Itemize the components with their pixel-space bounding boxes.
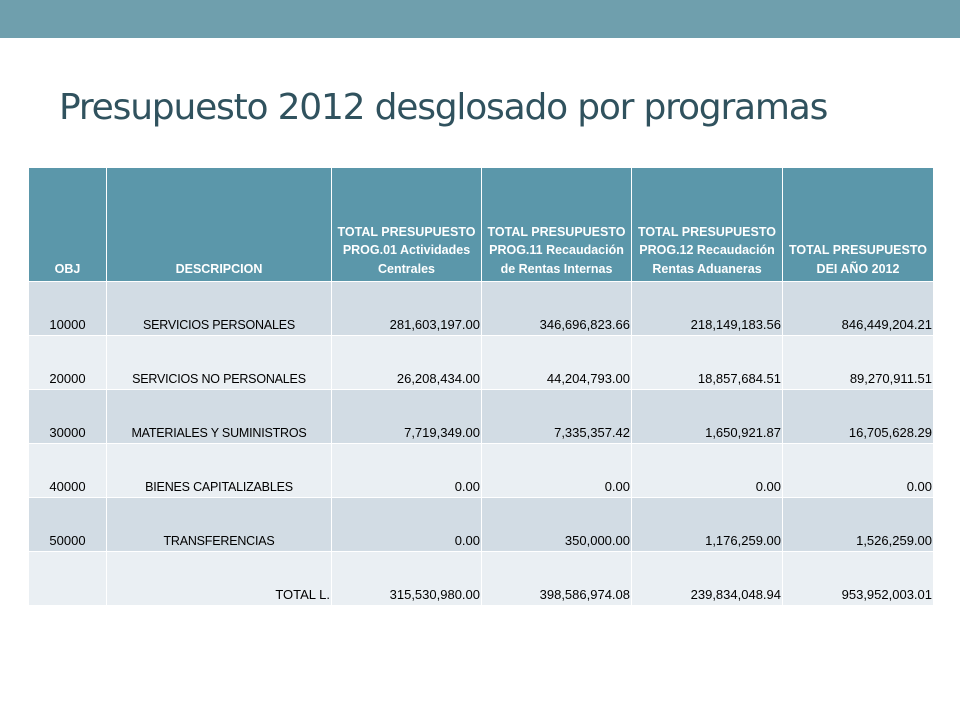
cell-prog11: 44,204,793.00 — [482, 336, 632, 390]
cell-obj: 10000 — [29, 282, 107, 336]
header-total: TOTAL PRESUPUESTO DEI AÑO 2012 — [783, 168, 934, 282]
cell-descripcion: TRANSFERENCIAS — [107, 498, 332, 552]
cell-prog12: 18,857,684.51 — [632, 336, 783, 390]
table-total-row — [29, 552, 934, 606]
cell-total: 0.00 — [783, 444, 934, 498]
total-prog12: 239,834,048.94 — [632, 552, 783, 606]
slide-title: Presupuesto 2012 desglosado por programas — [59, 87, 828, 128]
top-accent-bar — [0, 0, 960, 38]
cell-obj: 20000 — [29, 336, 107, 390]
cell-prog11: 7,335,357.42 — [482, 390, 632, 444]
header-descripcion: DESCRIPCION — [107, 168, 332, 282]
cell-total: 16,705,628.29 — [783, 390, 934, 444]
total-grand: 953,952,003.01 — [783, 552, 934, 606]
cell-descripcion: MATERIALES Y SUMINISTROS — [107, 390, 332, 444]
total-prog11: 398,586,974.08 — [482, 552, 632, 606]
total-label: TOTAL L. — [107, 552, 332, 606]
header-prog12: TOTAL PRESUPUESTO PROG.12 Recaudación Rentas Aduaneras — [632, 168, 783, 282]
total-prog01: 315,530,980.00 — [332, 552, 482, 606]
cell-prog01: 0.00 — [332, 498, 482, 552]
cell-prog12: 1,176,259.00 — [632, 498, 783, 552]
cell-prog01: 281,603,197.00 — [332, 282, 482, 336]
header-prog11: TOTAL PRESUPUESTO PROG.11 Recaudación de Rentas Internas — [482, 168, 632, 282]
table-row — [29, 336, 934, 390]
cell-prog01: 7,719,349.00 — [332, 390, 482, 444]
cell-prog11: 350,000.00 — [482, 498, 632, 552]
cell-total: 89,270,911.51 — [783, 336, 934, 390]
cell-prog01: 26,208,434.00 — [332, 336, 482, 390]
cell-obj: 30000 — [29, 390, 107, 444]
cell-prog11: 0.00 — [482, 444, 632, 498]
header-prog01: TOTAL PRESUPUESTO PROG.01 Actividades Centrales — [332, 168, 482, 282]
cell-total: 846,449,204.21 — [783, 282, 934, 336]
budget-table — [28, 167, 934, 606]
table-row — [29, 498, 934, 552]
cell-descripcion: BIENES CAPITALIZABLES — [107, 444, 332, 498]
cell-obj: 40000 — [29, 444, 107, 498]
cell-prog12: 218,149,183.56 — [632, 282, 783, 336]
cell-prog12: 1,650,921.87 — [632, 390, 783, 444]
cell-obj — [29, 552, 107, 606]
cell-descripcion: SERVICIOS NO PERSONALES — [107, 336, 332, 390]
table-row — [29, 282, 934, 336]
cell-total: 1,526,259.00 — [783, 498, 934, 552]
cell-prog11: 346,696,823.66 — [482, 282, 632, 336]
cell-prog12: 0.00 — [632, 444, 783, 498]
table-row — [29, 444, 934, 498]
cell-descripcion: SERVICIOS PERSONALES — [107, 282, 332, 336]
cell-obj: 50000 — [29, 498, 107, 552]
table-row — [29, 390, 934, 444]
cell-prog01: 0.00 — [332, 444, 482, 498]
header-obj: OBJ — [29, 168, 107, 282]
table-header-row — [29, 168, 934, 282]
